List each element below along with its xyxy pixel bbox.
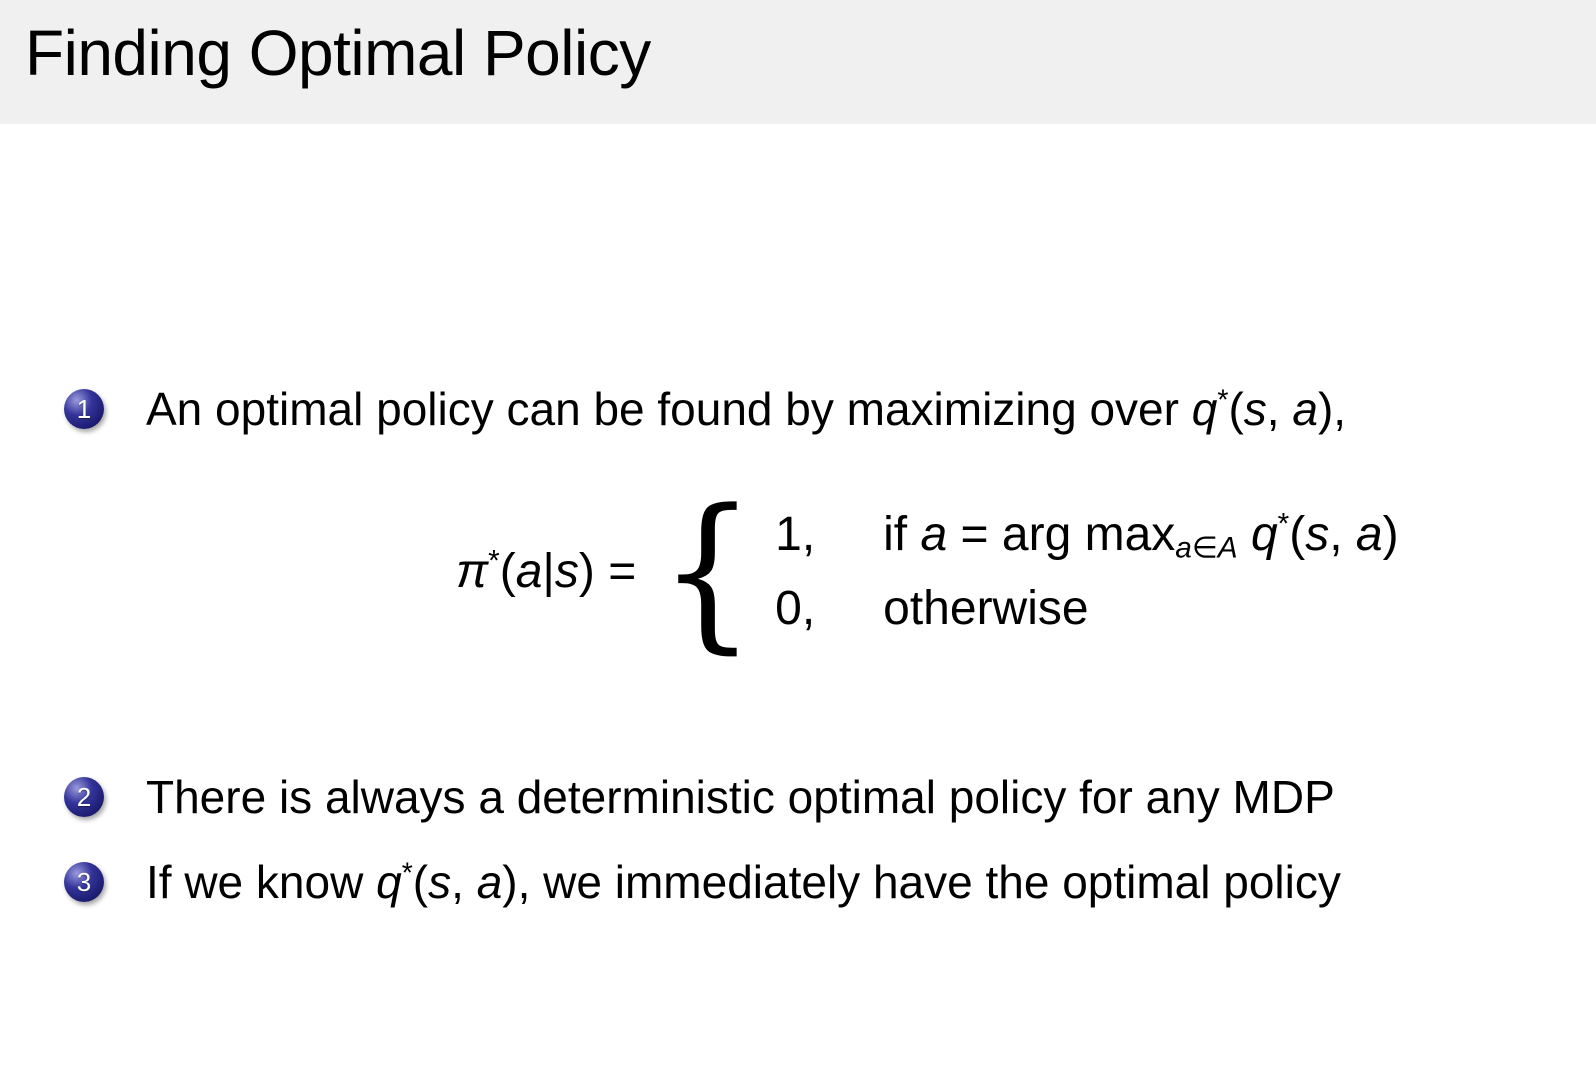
bullet-item-1 (64, 382, 1566, 437)
case-row-1 (775, 507, 1398, 563)
bullet-item-3 (64, 855, 1566, 910)
slide-header (0, 0, 1596, 124)
enumerate-badge-2 (64, 777, 104, 817)
slide-title: Finding Optimal Policy (25, 17, 651, 89)
case-value-2: 0, (775, 581, 816, 635)
bullet-item-2 (64, 770, 1566, 825)
case-value-1: 1, (775, 507, 816, 561)
bullet-text-1: An optimal policy can be found by maximizing over q*(s, a), (146, 383, 1347, 435)
badge-number-1: 1 (76, 394, 92, 424)
left-curly-brace: { (659, 473, 756, 669)
enumerate-badge-1 (64, 389, 104, 429)
enumerate-badge-3 (64, 862, 104, 902)
formula-lhs: π*(a|s) = (456, 544, 637, 598)
badge-number-2: 2 (76, 782, 92, 812)
case-condition-1: if a = arg $\max_{a\in A} q^*(s$, a) (883, 507, 1399, 565)
case-row-2 (775, 581, 1398, 637)
cases-block (775, 507, 1398, 637)
badge-number-3: 3 (76, 867, 92, 897)
case-condition-2: otherwise (883, 581, 1089, 635)
bullet-text-2: There is always a deterministic optimal policy for any MDP (146, 771, 1335, 823)
bullet-text-3: If we know q*(s, a), we immediately have the optimal policy (146, 856, 1341, 908)
formula-optimal-policy (456, 473, 1399, 669)
